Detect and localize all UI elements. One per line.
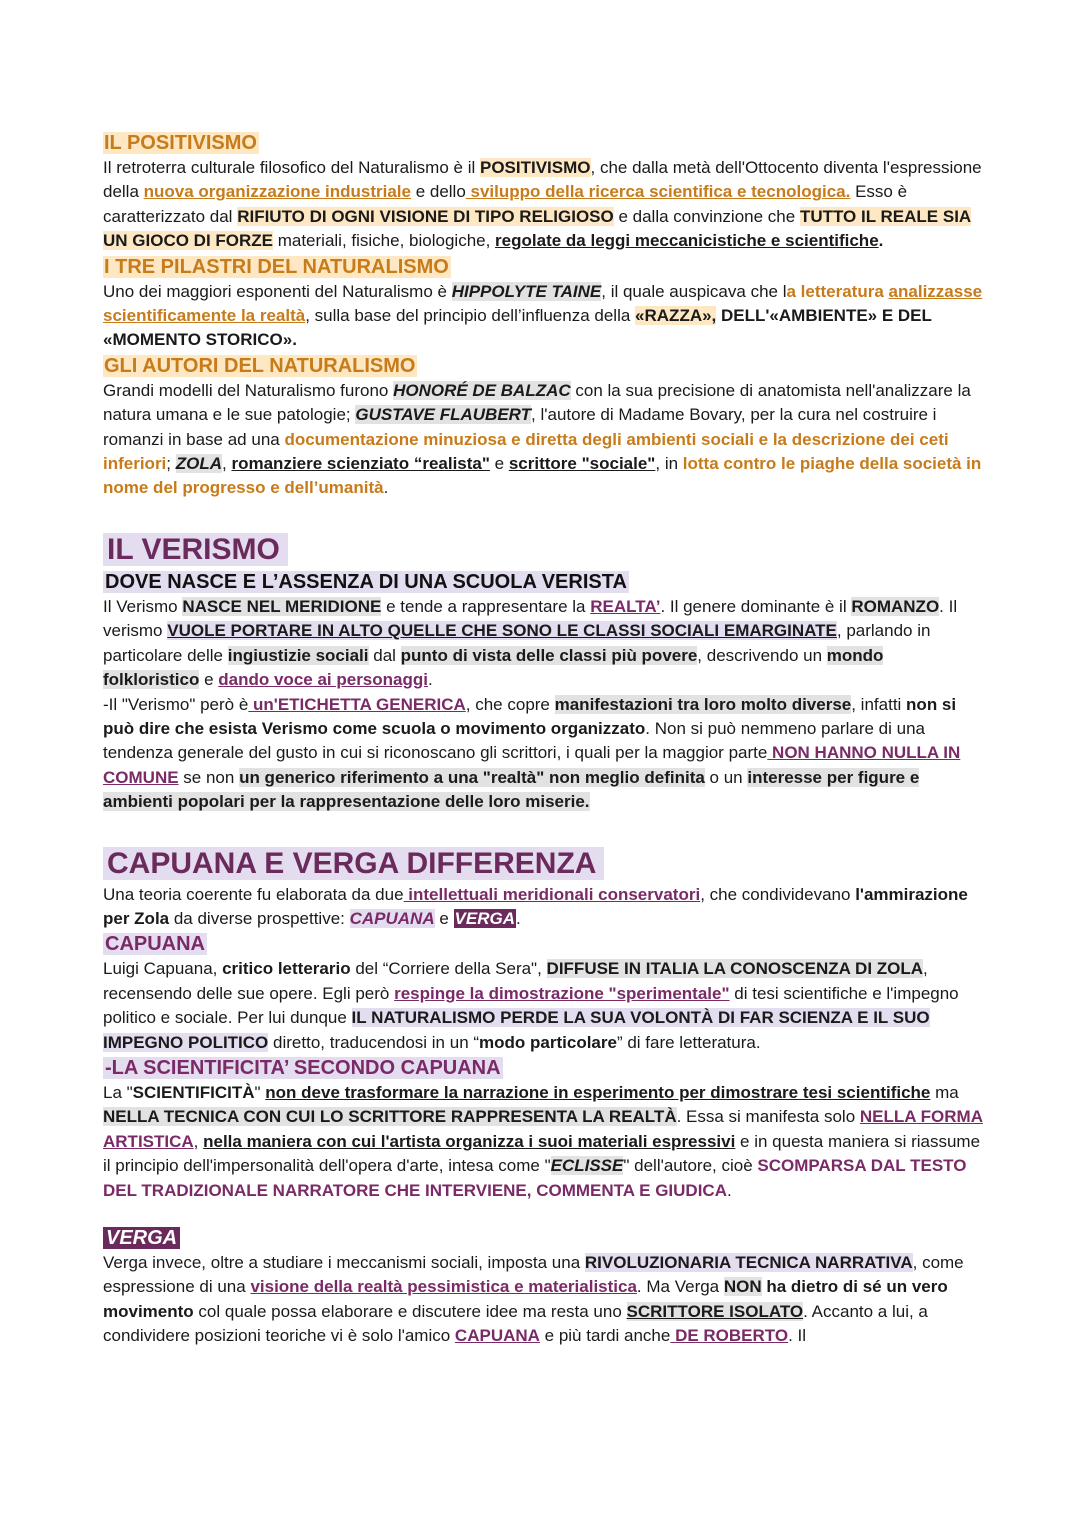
heading-verga: VERGA (103, 1225, 983, 1251)
text-run: , in (655, 454, 683, 474)
text-run: ingiustizie sociali (227, 645, 369, 665)
text-run: , il quale auspicava che l (601, 281, 787, 301)
text-run: manifestazioni tra loro molto diverse (554, 694, 852, 714)
text-run: sviluppo della ricerca scientifica e tecnologica. (465, 182, 851, 202)
text-run: SCOMPARSA DAL TESTO DEL TRADIZIONALE NARRATORE CHE INTERVIENE, COMMENTA E GIUDICA (103, 1156, 967, 1200)
text-run: dando voce ai personaggi (218, 670, 428, 690)
text-run: materiali, fisiche, biologiche, (273, 231, 496, 251)
text-run: diretto, traducendosi in un “ (268, 1032, 480, 1052)
text-run: , (222, 454, 232, 474)
paragraph-verismo-2 (103, 693, 983, 815)
paragraph-positivismo (103, 156, 983, 254)
text-run: respinge la dimostrazione "sperimentale" (394, 983, 730, 1003)
heading-scientificita: -LA SCIENTIFICITA’ SECONDO CAPUANA (105, 1056, 501, 1079)
heading-autori: GLI AUTORI DEL NATURALISMO (104, 354, 416, 377)
text-run: e dalla convinzione che (613, 206, 800, 226)
paragraph-differenza (103, 883, 983, 932)
text-run: . Essa si manifesta solo (676, 1107, 860, 1127)
text-run: non si può dire che esista Verismo come scuola o movimento organizzato (103, 694, 957, 738)
text-run: La " (103, 1082, 133, 1102)
text-run: CAPUANA (349, 908, 435, 928)
text-run: Luigi Capuana, (103, 959, 223, 979)
text-run: DIFFUSE IN ITALIA LA CONOSCENZA DI ZOLA (546, 959, 924, 979)
text-run: SCIENTIFICITÀ (132, 1082, 255, 1102)
paragraph-verismo-1 (103, 595, 983, 693)
text-run: . (427, 670, 433, 690)
text-run: VERGA (454, 908, 515, 928)
paragraph-capuana (103, 957, 983, 1055)
text-run: mondo folkloristico (103, 645, 884, 690)
text-run: analizzasse scientificamente la realtà (103, 281, 983, 326)
text-run: POSITIVISMO (479, 158, 591, 177)
paragraph-autori (103, 379, 983, 501)
text-run: TUTTO IL REALE SIA UN GIOCO DI FORZE (103, 206, 972, 251)
text-run: critico letterario (222, 959, 351, 979)
text-run: nella maniera con cui l'artista organizza i suoi materiali espressivi (203, 1131, 736, 1151)
text-run: NELLA FORMA ARTISTICA (103, 1107, 983, 1151)
text-run: , che condividevano (700, 884, 856, 904)
text-run: , descrivendo un (697, 645, 827, 665)
text-run: scrittore "sociale" (508, 454, 656, 474)
text-run: . (727, 1180, 732, 1200)
text-run: lotta contro le piaghe della società in nome del progresso e dell’umanità (103, 454, 982, 498)
text-run: . (383, 478, 389, 498)
text-run: . Non si può nemmeno parlare di una tendenza generale del gusto in cui si riconoscano gli scrittori, i quali per la maggior parte (103, 718, 925, 763)
text-run: Una teoria coerente fu elaborata da due (103, 884, 404, 904)
text-run: interesse per figure e ambienti popolari per la rappresentazione delle loro miserie. (103, 767, 920, 812)
text-run: visione della realtà pessimistica e materialistica (250, 1277, 637, 1297)
text-run: RIVOLUZIONARIA TECNICA NARRATIVA (584, 1253, 913, 1272)
text-run: non deve trasformare la narrazione in esperimento per dimostrare tesi scientifiche (265, 1082, 931, 1102)
text-run: modo particolare (479, 1032, 617, 1052)
text-run: e (434, 908, 454, 928)
text-run: col quale possa elaborare e discutere idee ma resta uno (193, 1301, 627, 1321)
text-run: , parlando in particolare delle (103, 621, 931, 665)
text-run: SCRITTORE ISOLATO (626, 1301, 804, 1321)
text-run: , recensendo delle sue opere. Egli però (103, 959, 928, 1003)
text-run: HIPPOLYTE TAINE (451, 281, 602, 301)
text-run: a letteratura (786, 281, 884, 301)
text-run: regolate da leggi meccanicistiche e scientifiche (495, 231, 879, 251)
text-run: DELL'«AMBIENTE» E DEL «MOMENTO STORICO». (103, 306, 932, 350)
text-run: e più tardi anche (539, 1326, 671, 1346)
text-run: CAPUANA (454, 1326, 540, 1346)
text-run: REALTA’ (590, 596, 661, 616)
text-run: dal (368, 645, 401, 665)
text-run: Verga invece, oltre a studiare i meccanismi sociali, imposta una (103, 1253, 585, 1272)
text-run: DE ROBERTO (670, 1326, 789, 1346)
text-run: , infatti (851, 694, 907, 714)
text-run: un'ETICHETTA GENERICA (248, 694, 466, 714)
text-run: HONORÉ DE BALZAC (393, 380, 571, 400)
text-run: se non (178, 767, 240, 787)
text-run: e (489, 454, 509, 474)
text-run: , che dalla metà dell'Ottocento diventa l'espressione della (103, 158, 982, 202)
text-run: , l'autore di Madame Bovary, per la cura nel costruire i romanzi in base ad una (103, 405, 937, 449)
heading-capuana-verga: CAPUANA E VERGA DIFFERENZA (103, 845, 983, 883)
text-run: NASCE NEL MERIDIONE (182, 596, 382, 616)
text-run: l'ammirazione per Zola (103, 884, 968, 928)
text-run: o un (704, 767, 748, 787)
text-run: -Il "Verismo" però è (103, 694, 249, 714)
paragraph-pilastri (103, 280, 983, 353)
text-run: ma (930, 1082, 959, 1102)
text-run: . Ma Verga (636, 1277, 724, 1297)
text-run: e in questa maniera si riassume il principio dell'impersonalità dell'opera d'arte, intesa come " (103, 1131, 981, 1176)
text-run: . Il verismo (103, 596, 958, 641)
text-run: NON HANNO NULLA IN COMUNE (103, 743, 961, 787)
text-run: . (878, 231, 884, 251)
text-run: " (254, 1082, 266, 1102)
document-content (103, 130, 983, 1349)
text-run: . Il (788, 1326, 807, 1346)
text-run: «RAZZA», (635, 306, 717, 326)
heading-capuana: CAPUANA (105, 933, 205, 956)
paragraph-verga (103, 1251, 983, 1349)
text-run: del “Corriere della Sera", (350, 959, 547, 979)
text-run: e tende a rappresentare la (381, 596, 591, 616)
text-run: di tesi scientifiche e l'impegno politico e sociale. Per lui dunque (103, 983, 959, 1028)
paragraph-scientificita (103, 1081, 983, 1203)
text-run: Il retroterra culturale filosofico del Naturalismo è il (103, 158, 480, 177)
text-run: un generico riferimento a una "realtà" non meglio definita (239, 767, 705, 787)
heading-positivismo: IL POSITIVISMO (104, 132, 257, 154)
text-run: RIFIUTO DI OGNI VISIONE DI TIPO RELIGIOSO (237, 206, 614, 226)
text-run: e dello (410, 182, 466, 202)
text-run: IL NATURALISMO PERDE LA SUA VOLONTÀ DI FAR SCIENZA E IL SUO IMPEGNO POLITICO (103, 1008, 930, 1052)
text-run: VUOLE PORTARE IN ALTO QUELLE CHE SONO LE CLASSI SOCIALI EMARGINATE (167, 621, 837, 641)
text-run: e (199, 670, 219, 690)
text-run: GUSTAVE FLAUBERT (355, 405, 532, 425)
text-run: , (193, 1131, 204, 1151)
text-run: ZOLA (175, 454, 223, 474)
text-run: romanziere scienziato “realista" (231, 454, 490, 474)
text-run: . Il genere dominante è il (660, 596, 852, 616)
text-run: , che copre (465, 694, 555, 714)
text-run: nuova organizzazione industriale (143, 182, 411, 202)
text-run: ha dietro di sé un vero movimento (103, 1277, 948, 1321)
text-run: , come espressione di una (103, 1253, 964, 1297)
text-run: documentazione minuziosa e diretta degli ambienti sociali e la descrizione dei ceti inferiori (103, 429, 949, 474)
text-run: intellettuali meridionali conservatori (403, 884, 701, 904)
text-run: , sulla base del principio dell’influenza della (305, 306, 636, 326)
text-run: Grandi modelli del Naturalismo furono (103, 380, 394, 400)
text-run: ROMANZO (851, 596, 940, 616)
text-run: . (515, 908, 521, 928)
text-run: ” di fare letteratura. (616, 1032, 761, 1052)
text-run: Esso è caratterizzato dal (103, 182, 908, 226)
text-run: da diverse prospettive: (169, 908, 350, 928)
text-run: " dell'autore, cioè (623, 1156, 758, 1176)
subheading-scuola-verista: DOVE NASCE E L’ASSENZA DI UNA SCUOLA VERISTA (105, 570, 627, 593)
text-run: Il Verismo (103, 596, 183, 616)
text-run: ; (166, 454, 176, 474)
text-run: ECLISSE (550, 1156, 624, 1176)
heading-pilastri: I TRE PILASTRI DEL NATURALISMO (104, 255, 449, 278)
text-run: Uno dei maggiori esponenti del Naturalismo è (103, 281, 452, 301)
text-run: NON (723, 1277, 762, 1297)
text-run: punto di vista delle classi più povere (400, 645, 698, 665)
text-run: . Accanto a lui, a condividere posizioni teoriche vi è solo l'amico (103, 1301, 928, 1346)
text-run: con la sua precisione di anatomista nell'analizzare la natura umana e le sue patologie; (103, 380, 971, 425)
text-run: NELLA TECNICA CON CUI LO SCRITTORE RAPPRESENTA LA REALTÀ (103, 1107, 677, 1127)
heading-verismo: IL VERISMO (103, 531, 983, 569)
